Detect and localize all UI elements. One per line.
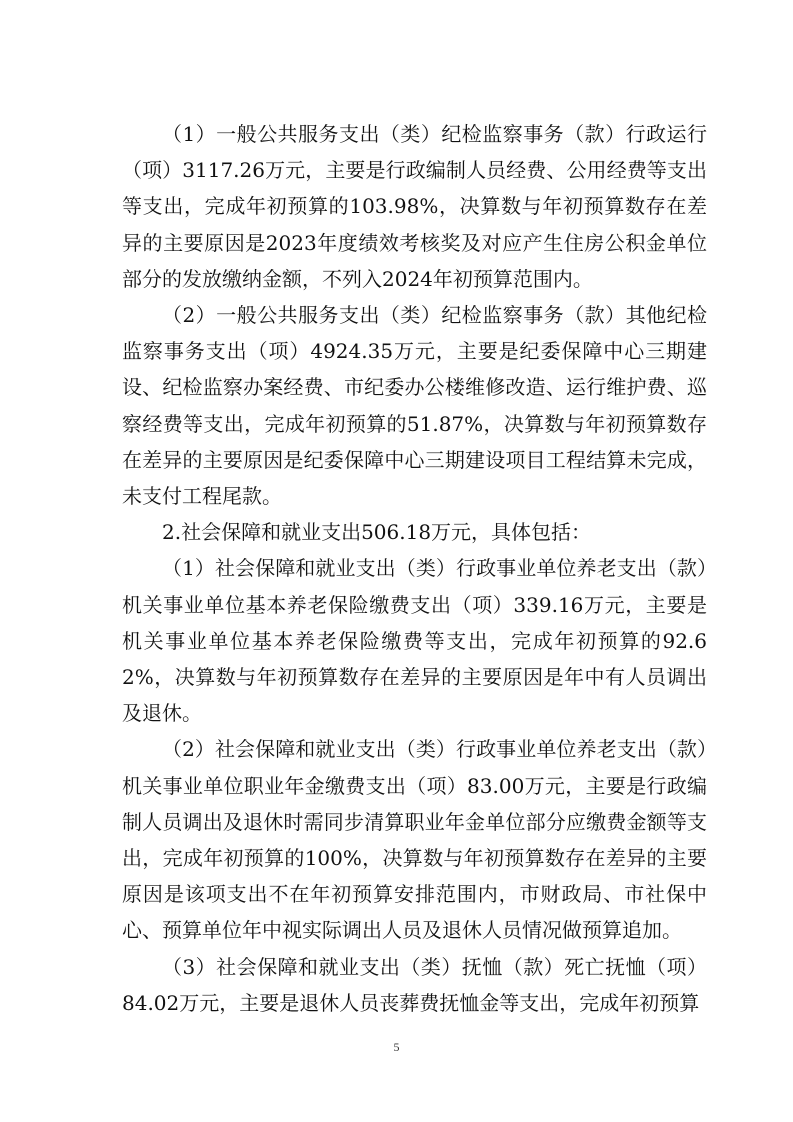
document-body <box>122 116 707 1021</box>
paragraph-death-compensation: （3）社会保障和就业支出（类）抚恤（款）死亡抚恤（项）84.02万元，主要是退休人员丧葬费抚恤金等支出，完成年初预算 <box>122 954 707 1015</box>
paragraph-social-security-summary: 2.社会保障和就业支出506.18万元，具体包括： <box>162 520 592 545</box>
paragraph-administrative-operation: （1）一般公共服务支出（类）纪检监察事务（款）行政运行（项）3117.26万元，主要是行政编制人员经费、公用经费等支出等支出，完成年初预算的103.98%，决算数与年初预算数存在差异的主要原因是2023年度绩效考核奖及对应产生住房公积金单位部分的发放缴纳金额，不列入2024年初预算范围内。 <box>122 122 707 291</box>
page-number: 5 <box>393 1040 400 1054</box>
paragraph-occupational-annuity: （2）社会保障和就业支出（类）行政事业单位养老支出（款）机关事业单位职业年金缴费支出（项）83.00万元，主要是行政编制人员调出及退休时需同步清算职业年金单位部分应缴费金额等支出，完成年初预算的100%，决算数与年初预算数存在差异的主要原因是该项支出不在年初预算安排范围内，市财政局、市社保中心、预算单位年中视实际调出人员及退休人员情况做预算追加。 <box>122 737 707 943</box>
paragraph-basic-pension-insurance: （1）社会保障和就业支出（类）行政事业单位养老支出（款）机关事业单位基本养老保险缴费支出（项）339.16万元，主要是机关事业单位基本养老保险缴费等支出，完成年初预算的92.62%，决算数与年初预算数存在差异的主要原因是年中有人员调出及退休。 <box>122 556 707 726</box>
paragraph-other-inspection-affairs: （2）一般公共服务支出（类）纪检监察事务（款）其他纪检监察事务支出（项）4924.35万元，主要是纪委保障中心三期建设、纪检监察办案经费、市纪委办公楼维修改造、运行维护费、巡察经费等支出，完成年初预算的51.87%，决算数与年初预算数存在差异的主要原因是纪委保障中心三期建设项目工程结算未完成，未支付工程尾款。 <box>122 303 707 509</box>
